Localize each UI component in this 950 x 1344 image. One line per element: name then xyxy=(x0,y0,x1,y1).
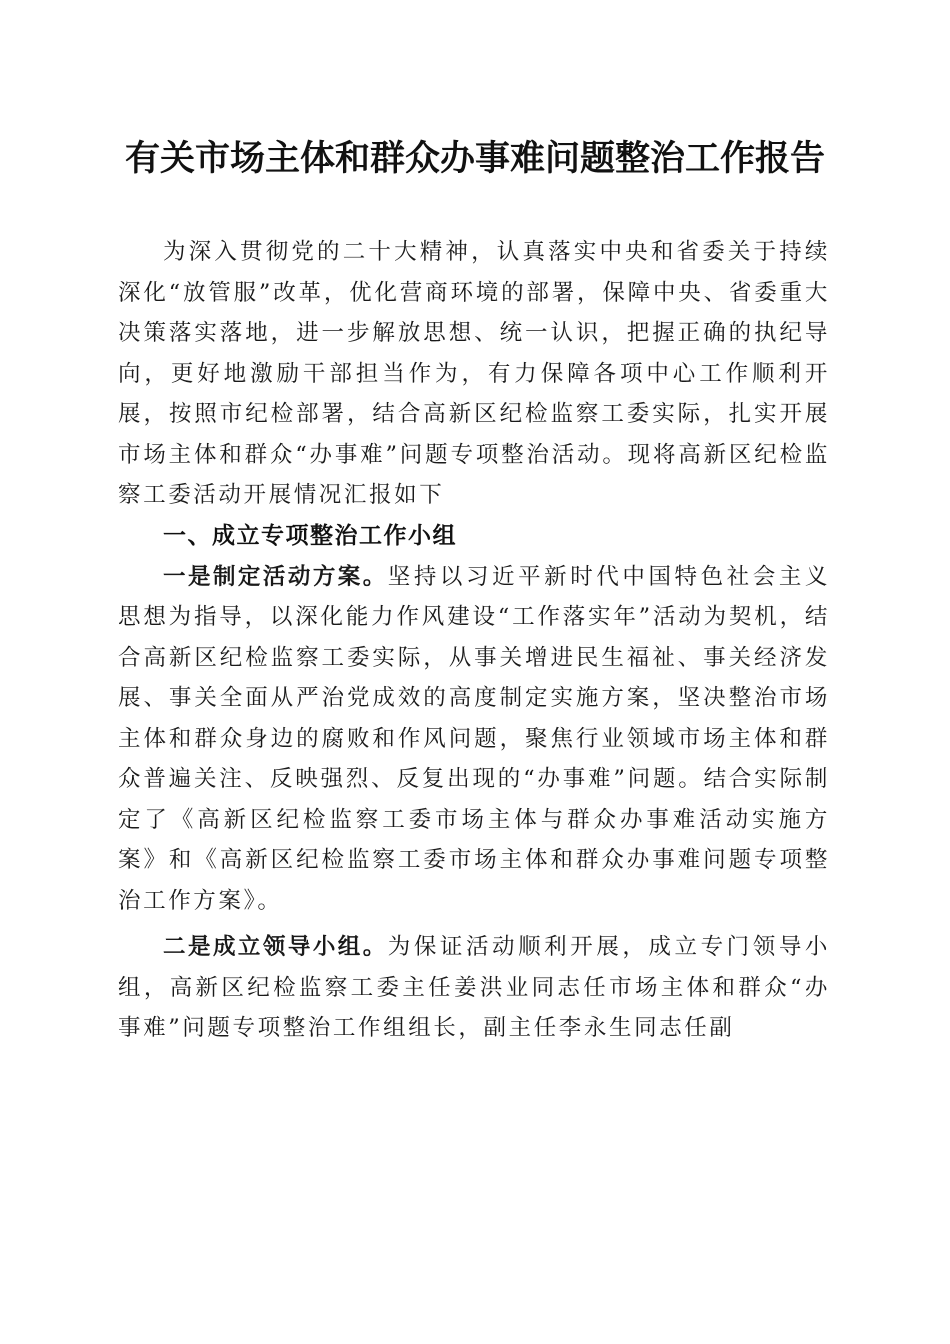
document-title: 有关市场主体和群众办事难问题整治工作报告 xyxy=(124,138,825,179)
item-lead-1: 一是制定活动方案。 xyxy=(163,563,388,590)
item-text-2: 为保证活动顺利开展，成立专门领导小组，高新区纪检监察工委主任姜洪业同志任市场主体和群众“办事难”问题专项整治工作组组长，副主任李永生同志任副 xyxy=(118,934,830,1041)
item-paragraph-2 xyxy=(118,927,830,1049)
item-paragraph-1 xyxy=(118,557,830,922)
intro-paragraph: 为深入贯彻党的二十大精神，认真落实中央和省委关于持续深化“放管服”改革，优化营商环境的部署，保障中央、省委重大决策落实落地，进一步解放思想、统一认识，把握正确的执纪导向，更好地激励干部担当作为，有力保障各项中心工作顺利开展，按照市纪检部署，结合高新区纪检监察工委实际，扎实开展市场主体和群众“办事难”问题专项整治活动。现将高新区纪检监察工委活动开展情况汇报如下 xyxy=(118,239,830,508)
document-body xyxy=(118,232,830,1049)
section-heading: 一、成立专项整治工作小组 xyxy=(163,522,457,549)
item-text-1: 坚持以习近平新时代中国特色社会主义思想为指导，以深化能力作风建设“工作落实年”活动为契机，结合高新区纪检监察工委实际，从事关增进民生福祉、事关经济发展、事关全面从严治党成效的高度制定实施方案，坚决整治市场主体和群众身边的腐败和作风问题，聚焦行业领域市场主体和群众普遍关注、反映强烈、反复出现的“办事难”问题。结合实际制定了《高新区纪检监察工委市场主体与群众办事难活动实施方案》和《高新区纪检监察工委市场主体和群众办事难问题专项整治工作方案》。 xyxy=(118,563,830,914)
item-lead-2: 二是成立领导小组。 xyxy=(163,934,388,960)
